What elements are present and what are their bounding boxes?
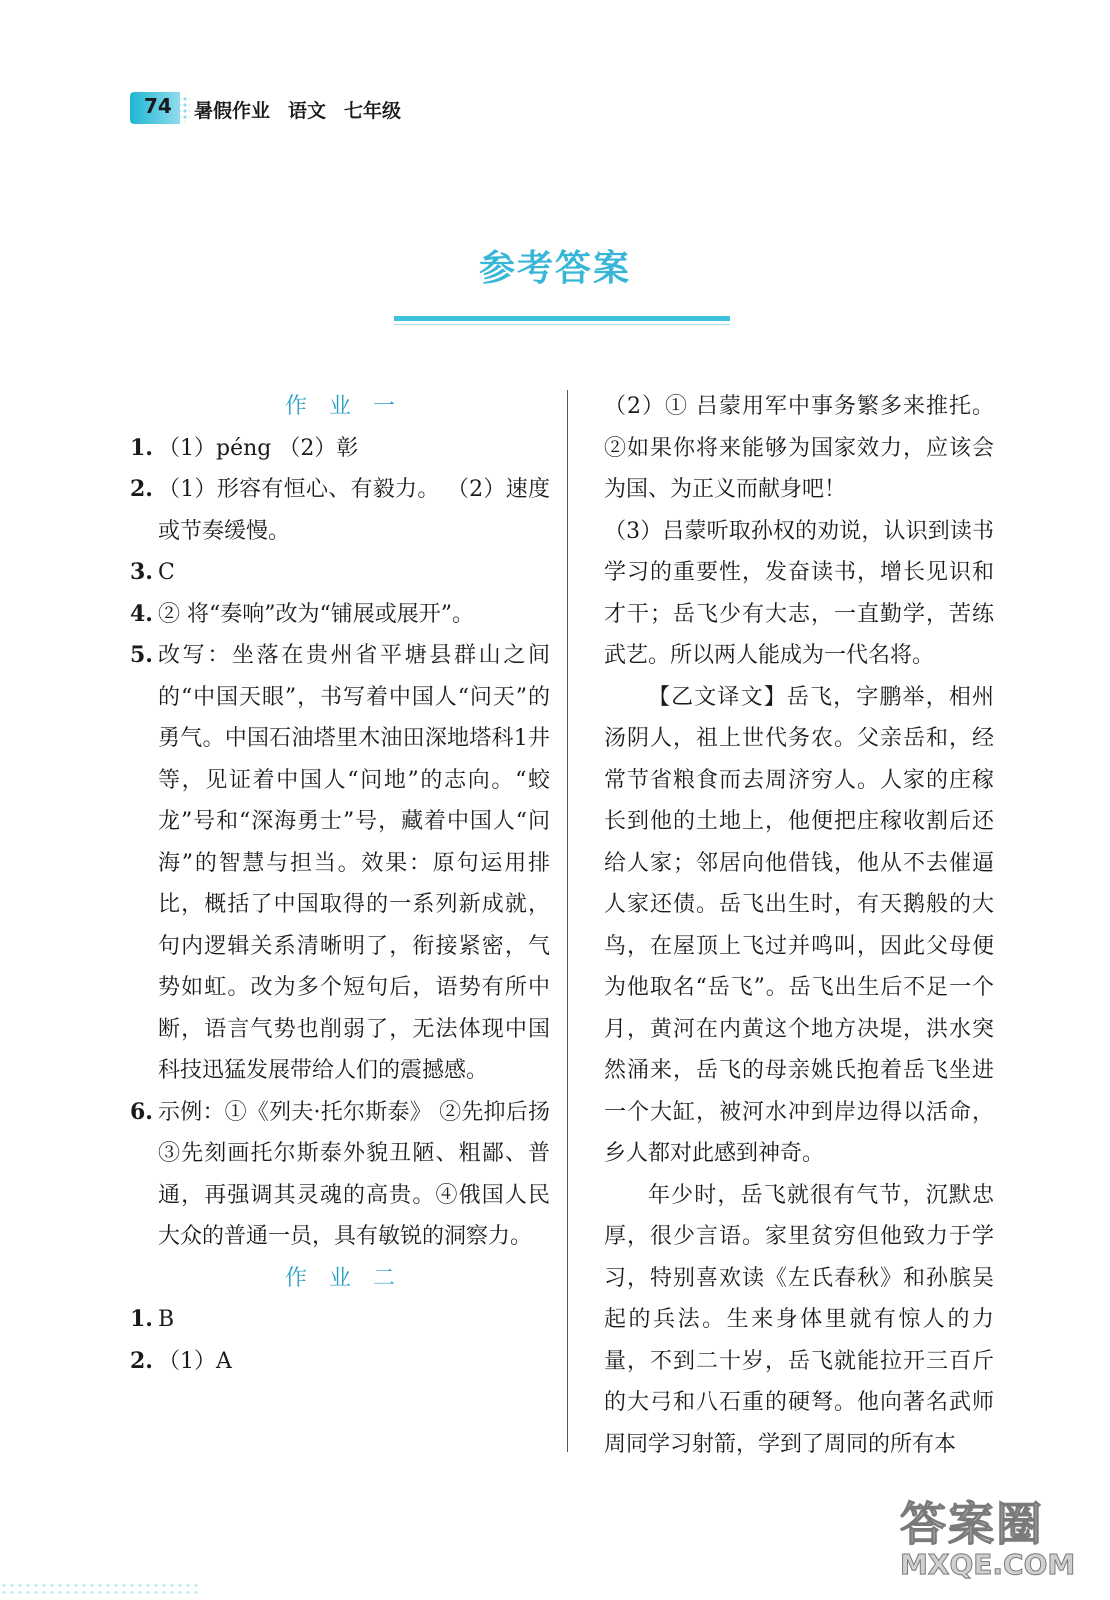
answer-item [130, 1299, 550, 1341]
answer-paragraph: （3）吕蒙听取孙权的劝说，认识到读书学习的重要性，发奋读书，增长见识和才干；岳飞少有大志，一直勤学，苦练武艺。所以两人能成为一代名将。 [604, 518, 994, 668]
right-column [604, 386, 994, 1465]
item-number: 5. [130, 642, 153, 668]
item-text: B [158, 1307, 175, 1332]
item-text: 示例：①《列夫·托尔斯泰》 ②先抑后扬 ③先刻画托尔斯泰外貌丑陋、粗鄙、普通，再强调其灵魂的高贵。④俄国人民大众的普通一员，具有敏锐的洞察力。 [158, 1099, 550, 1249]
item-text: 改写：坐落在贵州省平塘县群山之间的“中国天眼”，书写着中国人“问天”的勇气。中国石油塔里木油田深地塔科1井等，见证着中国人“问地”的志向。“蛟龙”号和“深海勇士”号，藏着中国人“问海”的智慧与担当。效果：原句运用排比，概括了中国取得的一系列新成就，句内逻辑关系清晰明了，衔接紧密，气势如虹。改为多个短句后，语势有所中断，语言气势也削弱了，无法体现中国科技迅猛发展带给人们的震撼感。 [158, 643, 550, 1083]
header-title [194, 96, 419, 123]
answer-item [130, 1092, 550, 1258]
item-number: 1. [130, 434, 153, 461]
page-title: 参考答案 [478, 248, 631, 289]
watermark-text: 答案圈 [900, 1497, 1044, 1551]
item-number: 1. [130, 1306, 153, 1332]
item-text: ② 将“奏响”改为“铺展或展开”。 [158, 601, 474, 627]
answer-item [130, 428, 550, 470]
header-dots-decoration [176, 96, 190, 122]
page-header [130, 88, 430, 128]
item-number: 2. [130, 1347, 153, 1374]
title-underline-thin [394, 324, 730, 325]
answer-item [130, 552, 550, 594]
section-heading-2: 作业二 [284, 1265, 417, 1291]
column-divider [567, 390, 568, 1452]
item-text: （1）形容有恒心、有毅力。 （2）速度或节奏缓慢。 [158, 477, 550, 544]
item-text: C [158, 560, 175, 585]
item-text: （1）A [158, 1348, 232, 1374]
item-text: （1）péng （2）彰 [158, 435, 359, 461]
header-book: 暑假作业 [194, 100, 271, 122]
page-number: 74 [144, 94, 172, 118]
item-number: 4. [130, 600, 153, 627]
watermark-url: MXQE.COM [900, 1548, 1076, 1581]
watermark-logo [900, 1488, 1100, 1592]
answer-item [130, 469, 550, 552]
header-grade: 七年级 [344, 100, 402, 122]
item-number: 2. [130, 476, 153, 502]
translation-paragraph: 年少时，岳飞就很有气节，沉默忠厚，很少言语。家里贫穷但他致力于学习，特别喜欢读《左氏春秋》和孙膑吴起的兵法。生来身体里就有惊人的力量，不到二十岁，岳飞就能拉开三百斤的大弓和八石重的硬弩。他向著名武师周同学习射箭，学到了周同的所有本 [604, 1182, 994, 1457]
item-number: 6. [130, 1098, 153, 1125]
item-number: 3. [130, 559, 153, 585]
translation-paragraph: 【乙文译文】岳飞，字鹏举，相州汤阴人，祖上世代务农。父亲岳和，经常节省粮食而去周济穷人。人家的庄稼长到他的土地上，他便把庄稼收割后还给人家；邻居向他借钱，他从不去催逼人家还债。岳飞出生时，有天鹅般的大鸟，在屋顶上飞过并鸣叫，因此父母便为他取名“岳飞”。岳飞出生后不足一个月，黄河在内黄这个地方决堤，洪水突然涌来，岳飞的母亲姚氏抱着岳飞坐进一个大缸，被河水冲到岸边得以活命，乡人都对此感到神奇。 [604, 684, 994, 1166]
section-heading-1: 作业一 [284, 394, 417, 419]
answer-item [130, 1341, 550, 1383]
header-subject: 语文 [288, 100, 327, 122]
answer-item [130, 594, 550, 636]
title-underline [394, 316, 730, 321]
answer-item [130, 635, 550, 1092]
answer-paragraph: （2）① 吕蒙用军中事务繁多来推托。②如果你将来能够为国家效力，应该会为国、为正义而献身吧！ [604, 394, 994, 502]
footer-dots-decoration [0, 1582, 200, 1596]
left-column [130, 386, 550, 1382]
